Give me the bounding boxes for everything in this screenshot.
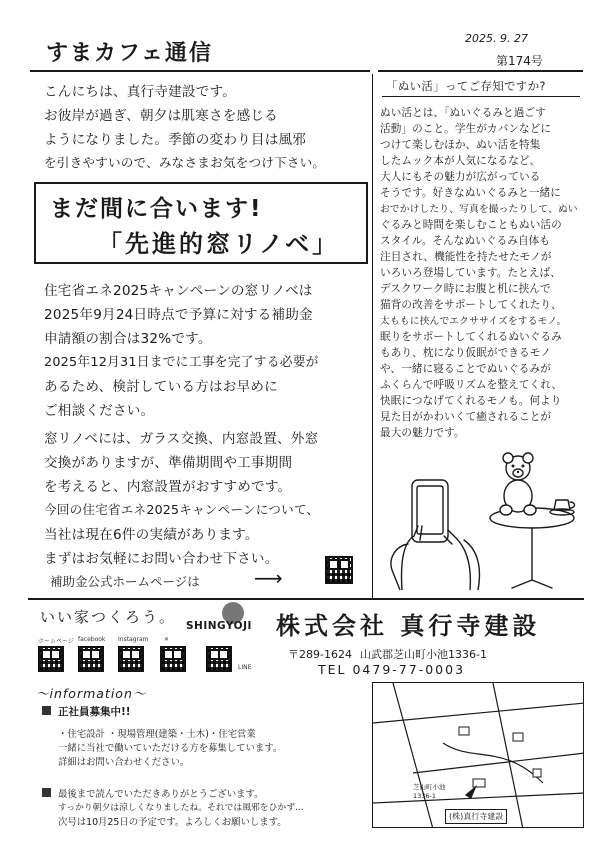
info-title: 〜information〜 xyxy=(36,686,147,701)
subsidy-qr-code[interactable] xyxy=(325,556,353,584)
sidebar-line: ぐるみと時間を楽しむこともぬい活の xyxy=(380,219,562,231)
x-qr-code[interactable] xyxy=(160,646,186,672)
info-job-heading: 正社員募集中!! xyxy=(58,706,131,718)
access-map xyxy=(372,682,584,828)
issue-number: 第174号 xyxy=(496,54,543,68)
sidebar-line: や、一緒に寝ることでぬいぐるみが xyxy=(380,363,551,375)
article-line: ご相談ください。 xyxy=(44,403,155,419)
map-building xyxy=(533,769,541,777)
sidebar-line: つけて楽しむほか、ぬい活を特集 xyxy=(380,139,541,151)
sidebar-line: ふくらんで呼吸リズムを整えてくれ、 xyxy=(380,379,563,391)
info-bullet-icon xyxy=(42,706,51,715)
facebook-qr-code[interactable] xyxy=(78,646,104,672)
map-building xyxy=(473,779,485,787)
article-line: 住宅省エネ2025キャンペーンの窓リノベは xyxy=(44,283,313,299)
sidebar-line: 快眠につなげてくれるモノも。何より xyxy=(380,395,562,407)
company-logo xyxy=(186,600,262,640)
qr-label-x: ✕ xyxy=(164,636,170,643)
sidebar-title: 「ぬい活」ってご存知ですか? xyxy=(386,79,546,93)
info-bullet-icon xyxy=(42,788,51,797)
article-line: 交換がありますが、準備期間や工事期間 xyxy=(44,455,293,471)
company-address: 山武郡芝山町小池1336-1 xyxy=(360,648,487,661)
map-address-label: 芝山町小池 1336-1 xyxy=(413,783,446,800)
map-company-label: (株)真行寺建設 xyxy=(445,809,507,824)
map-road xyxy=(373,703,584,723)
map-road xyxy=(413,753,584,773)
info-closing-line: すっかり朝夕は涼しくなりましたね。それでは風邪をひかず… xyxy=(58,803,304,813)
header-right-divider xyxy=(378,70,583,72)
greeting-line: お彼岸が過ぎ、朝夕は肌寒さを感じる xyxy=(44,108,278,124)
greeting-line: を引きやすいので、みなさまお気をつけ下さい。 xyxy=(44,155,326,170)
homepage-qr-code[interactable] xyxy=(38,646,64,672)
map-road xyxy=(373,793,584,803)
company-name: 株式会社 真行寺建設 xyxy=(276,612,541,640)
headline-sub: 「先進的窓リノベ」 xyxy=(98,230,340,258)
issue-date: 2025. 9. 27 xyxy=(465,32,528,45)
map-building xyxy=(459,727,469,735)
subsidy-link-label: 補助金公式ホームページは xyxy=(50,574,200,589)
sidebar-line: 太ももに挟んでエクササイズをするモノ。 xyxy=(380,316,567,327)
sidebar-line: おでかけしたり、写真を撮ったりして、ぬい xyxy=(380,204,578,215)
info-job-line: 一緒に当社で働いていただける方を募集しています。 xyxy=(58,743,283,754)
article-line: まずはお気軽にお問い合わせ下さい。 xyxy=(44,551,279,567)
nuikatsu-illustration xyxy=(382,440,582,590)
sidebar-line: ぬい活とは、「ぬいぐるみと過ごす xyxy=(380,107,546,119)
headline-main: まだ間に合います! xyxy=(50,196,263,222)
sidebar-line: 見た目がかわいくて癒されることが xyxy=(380,411,552,423)
map-road xyxy=(493,683,523,828)
header-divider xyxy=(30,70,370,72)
qr-label-line: LINE xyxy=(238,664,252,671)
sidebar-line: 注目され、機能性を持たせたモノが xyxy=(380,251,552,263)
sidebar-title-underline xyxy=(382,96,580,97)
line-qr-code[interactable] xyxy=(206,646,232,672)
sidebar-line: もあり、枕になり仮眠ができるモノ xyxy=(380,347,551,359)
info-closing-line: 次号は10月25日の予定です。よろしくお願いします。 xyxy=(58,817,287,828)
article-line: 今回の住宅省エネ2025キャンペーンについて、 xyxy=(44,502,320,517)
sidebar-line: 猫背の改善をサポートしてくれたり、 xyxy=(380,299,562,311)
article-line: 2025年12月31日までに工事を完了する必要が xyxy=(44,355,319,370)
sidebar-line: 活動」のこと。学生がカバンなどに xyxy=(380,123,552,135)
company-postal: 〒289-1624 xyxy=(288,648,352,661)
company-tel: TEL 0479-77-0003 xyxy=(318,662,466,677)
article-line: あるため、検討している方はお早めに xyxy=(44,379,278,395)
article-line: 申請額の割合は32%です。 xyxy=(44,331,212,347)
sidebar-line: 最大の魅力です。 xyxy=(380,427,465,439)
article-line: 窓リノベには、ガラス交換、内窓設置、外窓 xyxy=(44,431,319,447)
sidebar-line: いろいろ登場しています。たとえば、 xyxy=(380,267,561,279)
teddy-bear-icon xyxy=(500,453,536,515)
arrow-right-icon: ⟶ xyxy=(254,566,283,590)
info-job-line: ・住宅設計 ・現場管理(建築・土木)・住宅営業 xyxy=(58,729,256,740)
newsletter-title: すまカフェ通信 xyxy=(46,41,213,66)
map-road xyxy=(393,683,433,828)
info-closing-line: 最後まで読んでいただきありがとうございます。 xyxy=(58,789,264,800)
info-job-line: 詳細はお問い合わせください。 xyxy=(58,757,190,768)
sidebar-line: デスクワーク時にお腹と机に挟んで xyxy=(380,283,551,295)
qr-label-instagram: Instagram xyxy=(118,636,149,643)
article-line: を考えると、内窓設置がおすすめです。 xyxy=(44,479,292,495)
sidebar-line: したムック本が人気になるなど、 xyxy=(380,155,541,167)
greeting-line: こんにちは、真行寺建設です。 xyxy=(44,84,237,100)
map-building xyxy=(513,733,523,741)
qr-label-homepage: ホームページ xyxy=(38,638,74,645)
newsletter-header xyxy=(30,28,585,70)
sidebar-line: スタイル。そんなぬいぐるみ自体も xyxy=(380,235,551,247)
sidebar-line: そうです。好きなぬいぐるみと一緒に xyxy=(380,187,561,199)
logo-text: SHINGYOJI xyxy=(186,620,252,632)
company-top-divider xyxy=(28,598,584,600)
qr-label-facebook: facebook xyxy=(78,636,106,643)
company-slogan: いい家つくろう。 xyxy=(40,608,177,626)
map-pin-icon xyxy=(465,785,477,799)
headline-box xyxy=(34,182,368,264)
map-road xyxy=(443,743,543,783)
sidebar-line: 眠りをサポートしてくれるぬいぐるみ xyxy=(380,331,562,343)
greeting-line: ようになりました。季節の変わり目は風邪 xyxy=(44,132,307,148)
sidebar-line: 大人にもその魅力が広がっている xyxy=(380,171,541,183)
article-line: 2025年9月24日時点で予算に対する補助金 xyxy=(44,307,313,323)
article-line: 当社は現在6件の実績があります。 xyxy=(44,527,259,543)
instagram-qr-code[interactable] xyxy=(118,646,144,672)
